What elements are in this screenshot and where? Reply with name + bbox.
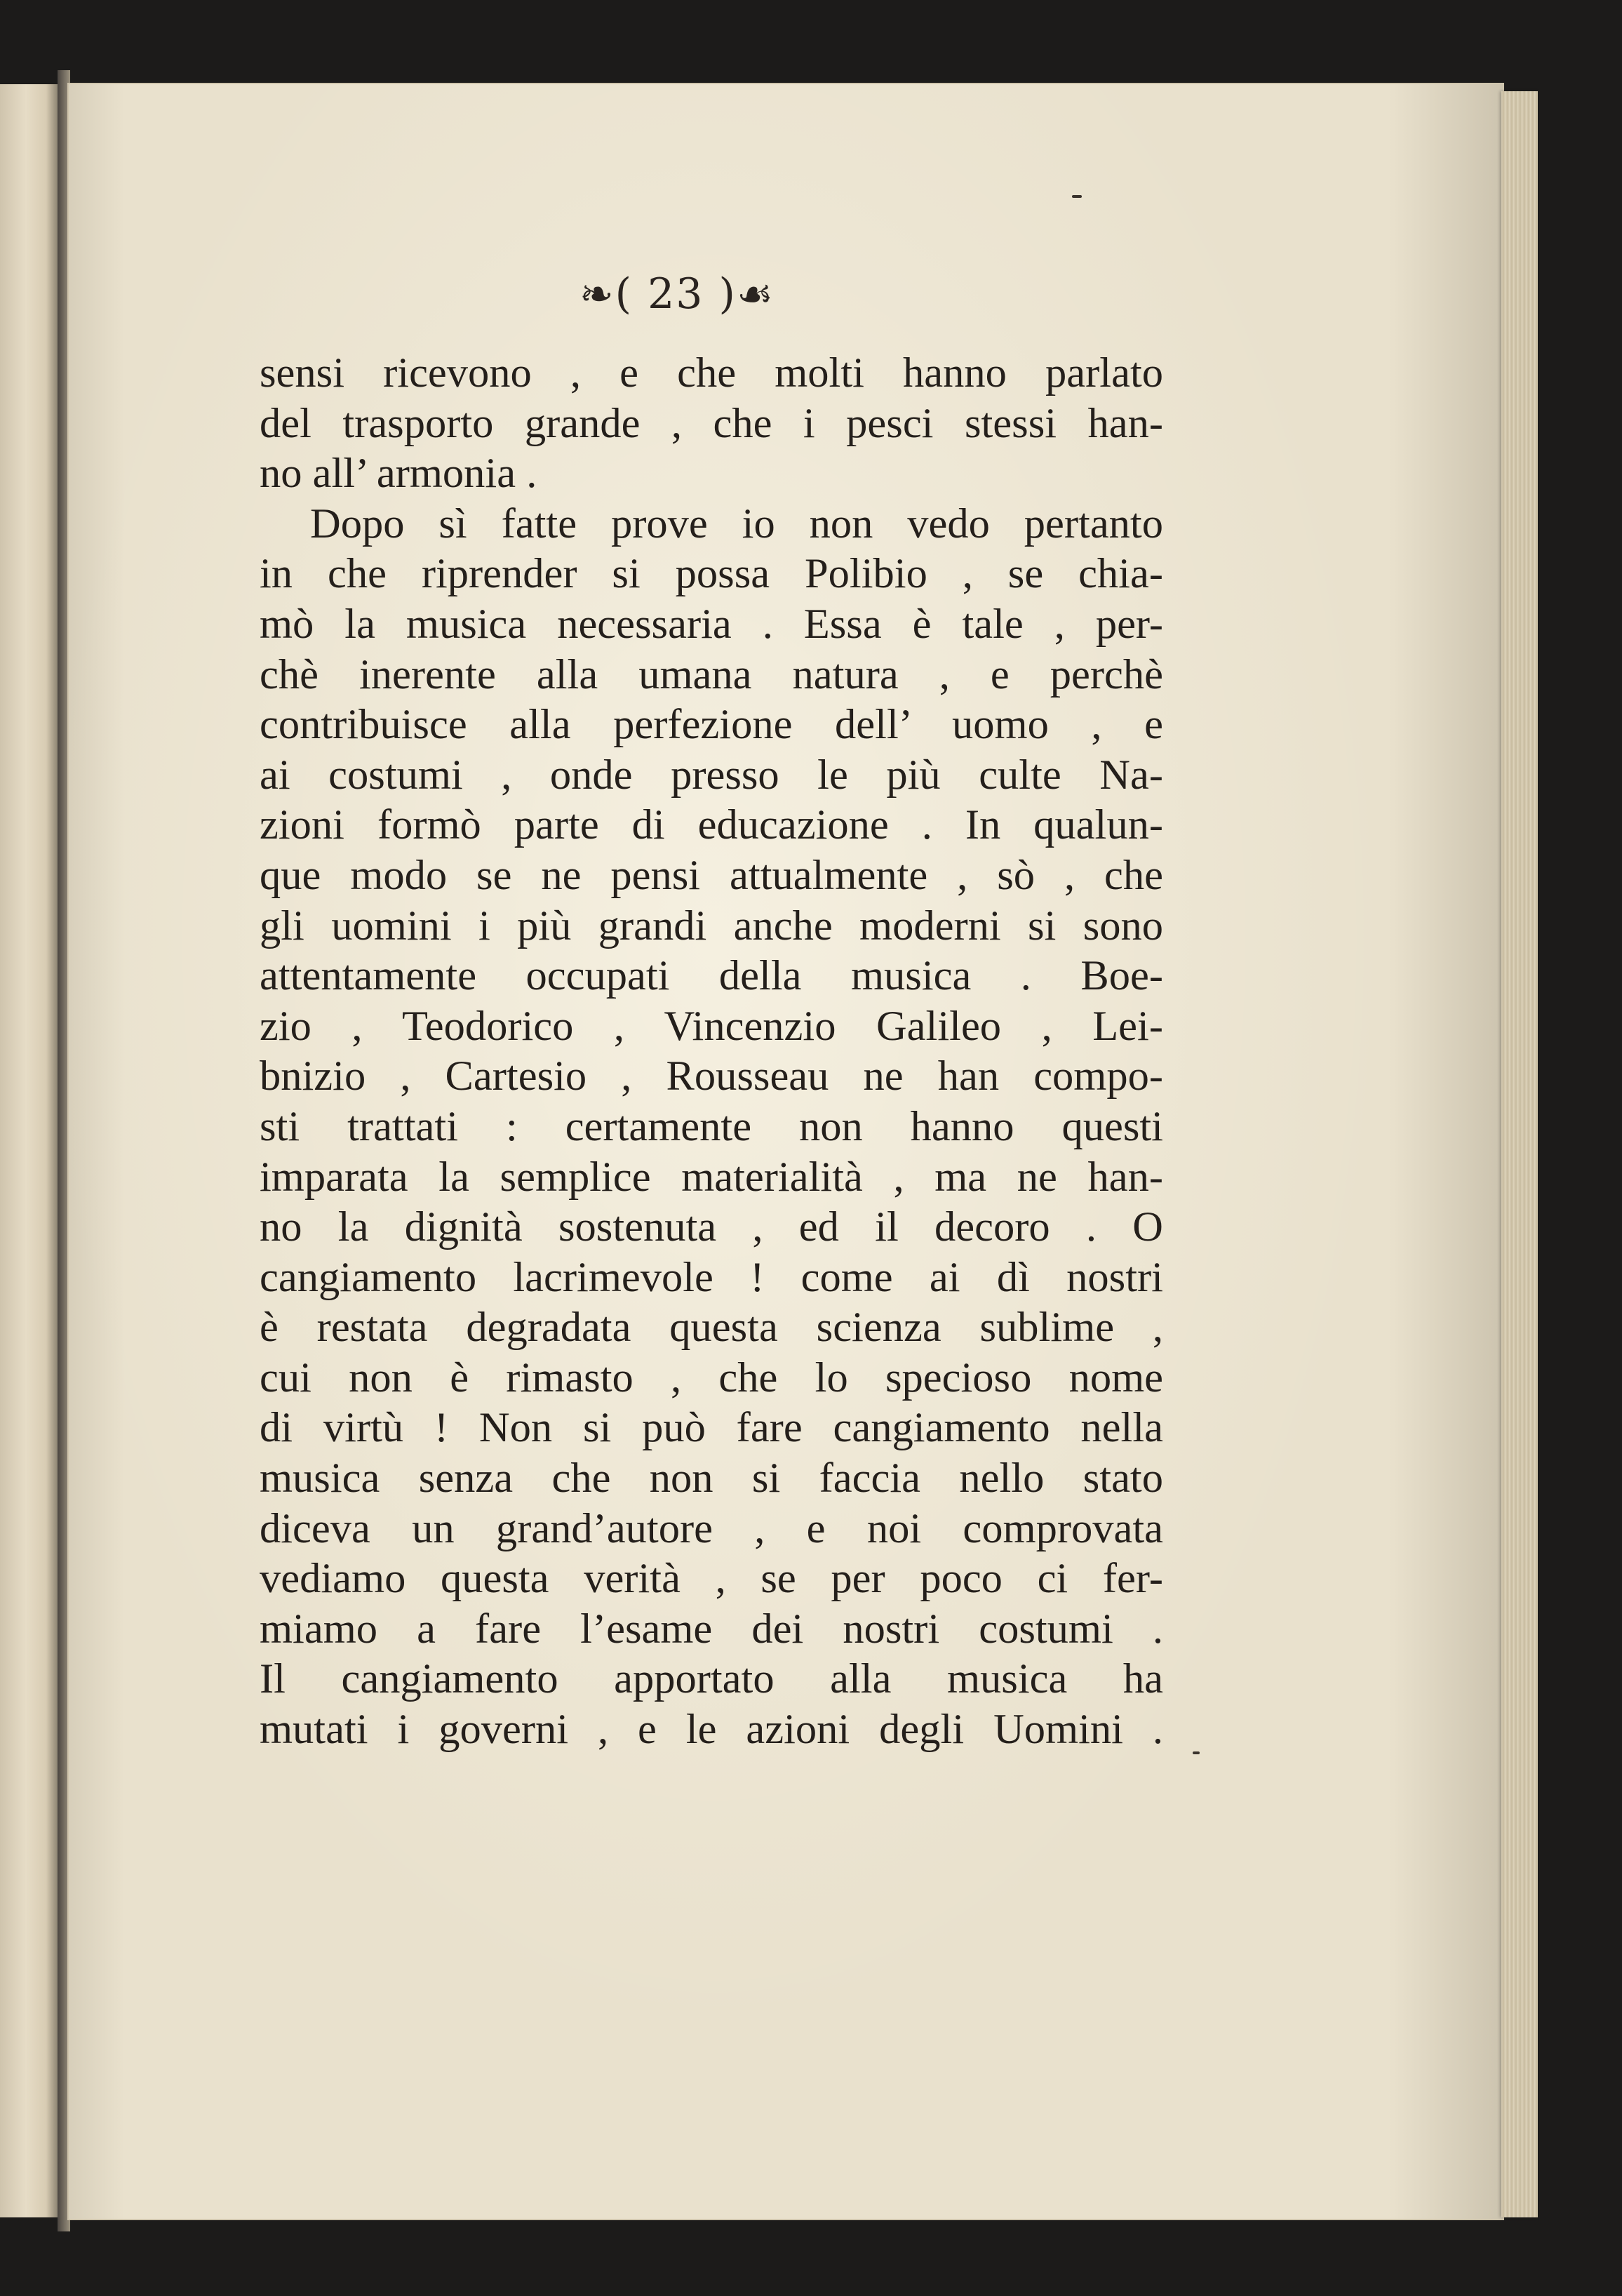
text-line: gli uomini i più grandi anche moderni si sono — [260, 902, 1163, 949]
text-line: in che riprender si possa Polibio , se chia- — [260, 550, 1163, 598]
fleuron-right-icon: ☙ — [736, 270, 775, 318]
paragraph-1 — [260, 348, 1163, 499]
page-fore-edge — [1501, 91, 1538, 2217]
text-line: mò la musica necessaria . Essa è tale , per- — [260, 600, 1163, 648]
text-line: zio , Teodorico , Vincenzio Galileo , Lei- — [260, 1002, 1163, 1050]
fleuron-left-icon: ❧ — [579, 270, 615, 318]
text-line: chè inerente alla umana natura , e perchè — [260, 650, 1163, 698]
page-header — [0, 269, 1622, 326]
text-line: miamo a fare l’esame dei nostri costumi . — [260, 1605, 1163, 1653]
text-line: sensi ricevono , e che molti hanno parlato — [260, 349, 1163, 396]
page-number: 23 — [648, 269, 704, 319]
text-line: del trasporto grande , che i pesci stessi han- — [260, 399, 1163, 447]
text-line: no all’ armonia . — [260, 450, 537, 498]
paren-open: ( — [615, 269, 634, 319]
text-line: è restata degradata questa scienza sublime , — [260, 1304, 1163, 1351]
running-head — [579, 269, 775, 319]
text-line: di virtù ! Non si può fare cangiamento nella — [260, 1404, 1163, 1452]
ink-speck — [1072, 195, 1082, 198]
text-line: mutati i governi , e le azioni degli Uomini . — [260, 1706, 1163, 1754]
text-line: imparata la semplice materialità , ma ne han- — [260, 1153, 1163, 1201]
text-line: ai costumi , onde presso le più culte Na- — [260, 751, 1163, 799]
text-line: cui non è rimasto , che lo specioso nome — [260, 1354, 1163, 1401]
text-line: no la dignità sostenuta , ed il decoro . O — [260, 1203, 1163, 1251]
text-line: que modo se ne pensi attualmente , sò , che — [260, 851, 1163, 899]
text-line: cangiamento lacrimevole ! come ai dì nostri — [260, 1253, 1163, 1301]
left-page-edge — [0, 84, 58, 2217]
text-line: musica senza che non si faccia nello stato — [260, 1455, 1163, 1502]
text-line: sti trattati : certamente non hanno questi — [260, 1102, 1163, 1150]
text-line: Dopo sì fatte prove io non vedo pertanto — [310, 500, 1163, 547]
paren-close: ) — [718, 269, 737, 319]
text-line: contribuisce alla perfezione dell’ uomo , e — [260, 701, 1163, 749]
text-line: zioni formò parte di educazione . In qualun- — [260, 801, 1163, 849]
ink-speck — [1193, 1751, 1200, 1754]
text-line: Il cangiamento apportato alla musica ha — [260, 1655, 1163, 1703]
body-text — [260, 348, 1163, 1755]
paragraph-2 — [260, 499, 1163, 1755]
text-line: bnizio , Cartesio , Rousseau ne han compo- — [260, 1053, 1163, 1100]
text-line: diceva un grand’autore , e noi comprovata — [260, 1504, 1163, 1552]
text-line: vediamo questa verità , se per poco ci fer- — [260, 1555, 1163, 1603]
text-line: attentamente occupati della musica . Boe- — [260, 952, 1163, 1000]
